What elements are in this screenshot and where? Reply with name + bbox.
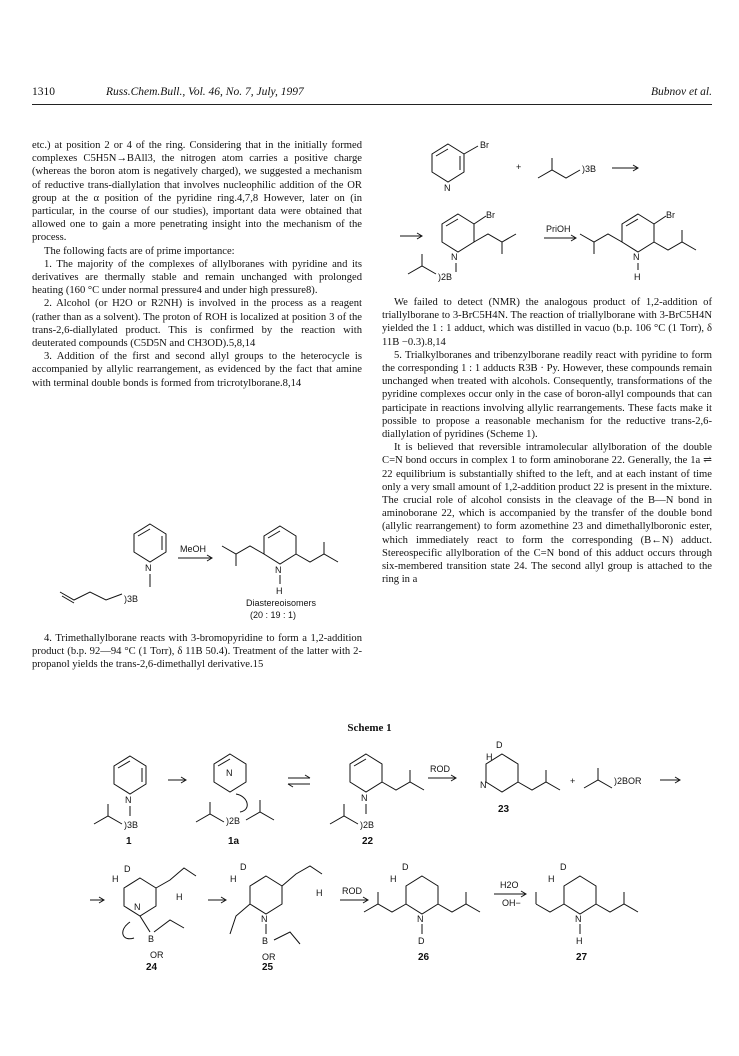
boron-label: )2B [438, 272, 453, 282]
compound-label-27: 27 [576, 952, 588, 963]
boron-label: )2B [360, 820, 375, 830]
reagent-label: MeOH [180, 544, 207, 554]
boron-label: )3B [124, 594, 139, 604]
b-label: B [262, 936, 269, 946]
compound-25-ring [250, 876, 282, 914]
d-label: D [560, 862, 567, 872]
compound-label-1a: 1a [228, 836, 240, 847]
boron-label: )3B [582, 164, 597, 174]
figure-pyridine-methanolysis [60, 512, 350, 622]
scheme-1-row-1 [90, 740, 690, 850]
paragraph: The following facts are of prime importance: [44, 245, 235, 257]
d-label: D [418, 936, 425, 946]
compound-26-ring [406, 876, 438, 914]
right-column [382, 296, 712, 586]
page-header [32, 86, 712, 105]
compound-label-25: 25 [262, 962, 274, 973]
h-label: H [316, 888, 323, 898]
reagent-hydroxide: OH− [502, 898, 521, 908]
n-label: N [275, 565, 282, 575]
paragraph: 5. Trialkylboranes and tribenzylborane readily react with pyridine to form the corresponding 1 : 1 adducts R3B · Py. However, these compounds remain unchanged when treated with alcohols. Consequently, transformations of the pyridine complexes occur only in the case of boron-allyl compounds that can participate in reactions involving allylic rearrangements. These facts make it possible to propose a reasonable mechanism for the reductive trans-2,6-diallylation of pyridines (Scheme 1). [382, 349, 712, 441]
h-label: H [276, 586, 283, 596]
compound-27-ring [564, 876, 596, 914]
h-label: H [390, 874, 397, 884]
n-label: N [417, 914, 424, 924]
h-label: H [486, 752, 493, 762]
h-label: H [176, 892, 183, 902]
compound-label-24: 24 [146, 962, 158, 973]
br-label: Br [486, 210, 495, 220]
pyridine-ring [134, 524, 166, 562]
d-label: D [496, 740, 503, 750]
boronic-ester-label: )2BOR [614, 776, 642, 786]
compound-1-ring [114, 756, 146, 794]
n-label: N [444, 183, 451, 193]
plus-sign: + [570, 776, 576, 786]
caption-ratio: (20 : 19 : 1) [250, 610, 297, 620]
d-label: D [124, 864, 131, 874]
paragraph: 2. Alcohol (or H2O or R2NH) is involved in the process as a reagent (rather than as a solvent). The proton of ROH is localized at position 3 of the trans-2,6-diallylated product. This is confirmed by the reaction with deuterated compounds (C5D5N and CH3OD).5,8,14 [32, 298, 362, 350]
h-label: H [576, 936, 583, 946]
compound-label-26: 26 [418, 952, 430, 963]
br-label: Br [666, 210, 675, 220]
n-label: N [361, 793, 368, 803]
left-column-top [32, 139, 362, 390]
h-label: H [634, 272, 641, 282]
paragraph: etc.) at position 2 or 4 of the ring. Considering that in the initially formed complexes C5H5N→BAll3, the nitrogen atom carries a positive charge (whereas the boron atom is negatively charged), we suggested a mechanism of reductive trans-diallylation that involves nucleophilic addition of the OR group at the α position of the pyridine ring.4,7,8 However, later on (in particular, in the course of our studies), important data were obtained that allowed one to gain a more penetrating insight into the mechanism of the process. [32, 140, 362, 244]
n-label: N [633, 252, 640, 262]
n-label: N [226, 768, 233, 778]
adduct-ring [442, 214, 474, 252]
reagent-water: H2O [500, 880, 519, 890]
scheme-title: Scheme 1 [347, 722, 392, 734]
or-label: OR [150, 950, 164, 960]
or-label: OR [262, 952, 276, 962]
product-ring [622, 214, 654, 252]
compound-label-22: 22 [362, 836, 374, 847]
h-label: H [112, 874, 119, 884]
journal-citation: Russ.Chem.Bull., Vol. 46, No. 7, July, 1997 [106, 86, 304, 98]
scheme-1-row-2 [90, 860, 690, 973]
plus-sign: + [516, 162, 522, 172]
n-label: N [480, 780, 487, 790]
bromopyridine-ring [432, 144, 464, 182]
h-label: H [230, 874, 237, 884]
paragraph: 4. Trimethallylborane reacts with 3-bromopyridine to form a 1,2-addition product (b.p. 92—94 °C (1 Torr), δ 11B 50.4). Treatment of the latter with 2-propanol yields the trans-2,6-dimethallyl derivative.15 [32, 633, 362, 671]
paragraph: 3. Addition of the first and second allyl groups to the heterocycle is accompanied by allylic rearrangement, as evidenced by the fact that amine with terminal double bonds is formed from tricrotylborane.8,14 [32, 351, 362, 389]
n-label: N [575, 914, 582, 924]
reagent-rod: ROD [430, 764, 450, 774]
paragraph: It is believed that reversible intramolecular allylboration of the double C=N bond occurs in complex 1 to form aminoborane 22. Generally, the 1a ⇌ 22 equilibrium is substantially shifted to the left, and at each instant of time only a very small amount of 1,2-addition product 22 is present in the mixture. The crucial role of alcohol consists in the cleavage of the B—N bond in aminoborane 22, which is accompanied by the transfer of the double bond (allylic rearrangement) to form azomethine 23 and dimethallylboronic ester, which immediately react to form the corresponding (B←N) adduct. Stereospecific allylboration of the C=N bond of this adduct occurs through six-membered transition state 24. The second allyl group is attached to the ring in a [382, 442, 712, 586]
d-label: D [240, 862, 247, 872]
reagent-label: PriOH [546, 224, 571, 234]
n-label: N [134, 902, 141, 912]
paragraph: We failed to detect (NMR) the analogous product of 1,2-addition of triallylborane to 3-BrC5H4N. The reaction of triallylborane with 3-BrC5H4N yielded the 1 : 1 adduct, which was distilled in vacuo (b.p. 106 °C (1 Torr), δ 11B −0.3).8,14 [382, 297, 712, 348]
n-label: N [261, 914, 268, 924]
compound-22-ring [350, 754, 382, 792]
compound-label-23: 23 [498, 804, 510, 815]
d-label: D [402, 862, 409, 872]
boron-label: )2B [226, 816, 241, 826]
tetrahydropyridine-ring [264, 526, 296, 564]
compound-label-1: 1 [126, 836, 132, 847]
n-label: N [145, 563, 152, 573]
caption-diastereoisomers: Diastereoisomers [246, 598, 317, 608]
figure-bromopyridine-reaction [398, 128, 718, 288]
reagent-rod: ROD [342, 886, 362, 896]
page-number: 1310 [32, 86, 55, 98]
boron-label: )3B [124, 820, 139, 830]
paragraph: 1. The majority of the complexes of allylboranes with pyridine and its derivatives are thermally stable and remain unchanged with prolonged heating (160 °C under normal pressure4 and under high pressure8). [32, 258, 362, 297]
running-authors: Bubnov et al. [651, 86, 712, 98]
h-label: H [548, 874, 555, 884]
left-column-bottom [32, 632, 362, 672]
n-label: N [451, 252, 458, 262]
b-label: B [148, 934, 155, 944]
br-label: Br [480, 140, 489, 150]
n-label: N [125, 795, 132, 805]
